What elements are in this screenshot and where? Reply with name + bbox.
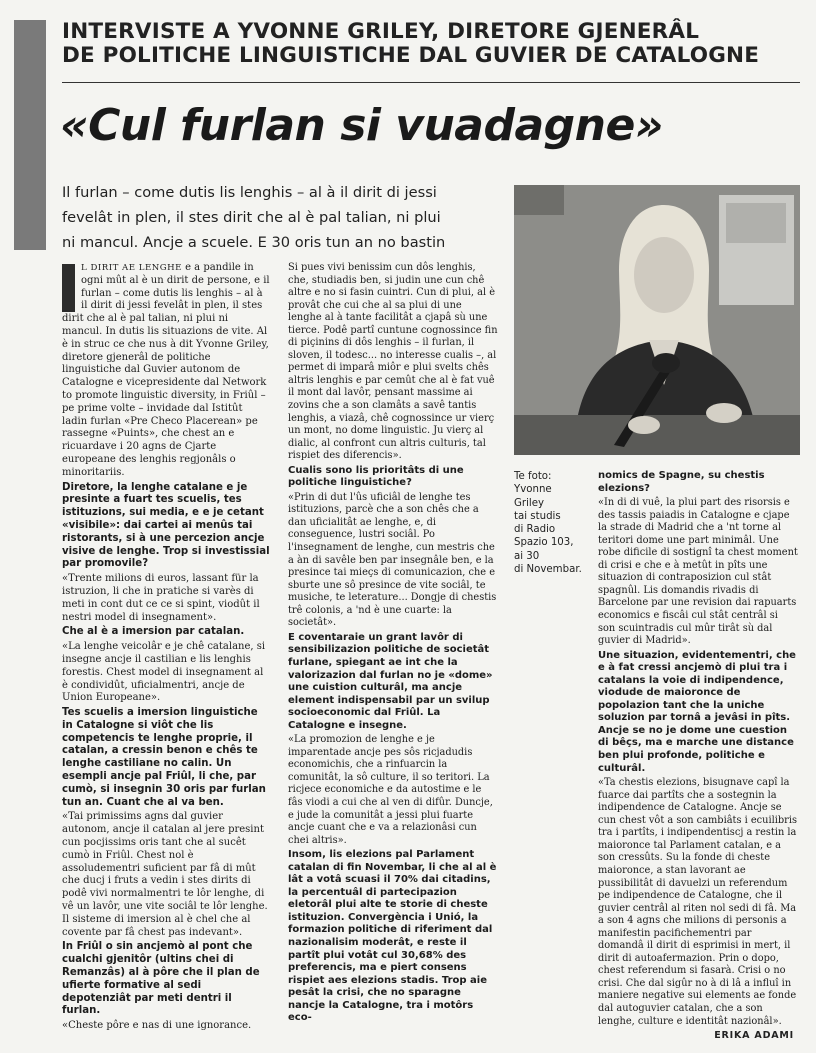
- answer: Si pues vivi benissim cun dôs lenghis, che, studiadis ben, si judin une cun chê altre e no si fasin cuintri. Cun di plui, al è provât che cui che al sa plui di une lenghe al à tante facilitât a cjapâ sù une tierce. Podê partî cuntune cognossince fin di piçinins di dôs lenghis – il furlan, il sloven, il todesc... no interesse cualis –, al permet di imparâ miôr e plui svelts chês altris lenghis e par cemût che al è fat vuê il mont dal lavôr, pensant massime ai zovins che a son clamâts a savê tantis lenghis, a viazâ, chê cognossince ur vierç un mont, no dome linguistic. Ju vierç al dialic, al confront cun altris culturis, tal rispiet des diferencis».: [288, 262, 498, 462]
- question: E coventaraie un grant lavôr di sensibilizazion politiche de societât furlane, spiegant ae int che la valorizazion dal furlan no je «dome» une cuistion culturâl, ma ancje element indispensabil par un svilup socioeconomic dal Friûl. La Catalogne e insegne.: [288, 631, 493, 731]
- question: In Friûl o sin ancjemò al pont che cualchi gjenitôr (ultins chei di Remanzâs) al à pôre che il plan de ufierte formative al sedi depotenziât par meti dentri il furlan.: [62, 941, 260, 1017]
- kicker-line-2: DE POLITICHE LINGUISTICHE DAL GUVIER DE CATALOGNE: [62, 43, 760, 68]
- caption-line: Yvonne: [514, 484, 552, 496]
- question: Diretore, la lenghe catalane e je presinte a fuart tes scuelis, tes istituzions, sui media, e e je cetant «visibile»: dai cartei ai menûs tai ristorants, si à une percezion ancje visive de lenghe. Trop si investissial par promovile?: [62, 481, 270, 570]
- answer: «Cheste pôre e nas di une ignorance.: [62, 1020, 252, 1032]
- question: Une situazion, evidentementri, che e à fat cressi ancjemò di plui tra i catalans la voie di indipendence, viodude de maioronce de popolazion tant che la uniche soluzion par tornâ a jevâsi in pîts. Ancje se no je dome une cuestion di bêçs, ma e marche une distance ben plui profonde, politiche e culturâl.: [598, 649, 796, 774]
- answer: «La promozion de lenghe e je imparentade ancje pes sôs ricjadudis economichis, che a rinfuarcin la comunitât, la sô culture, il so teritori. La ricjece economiche e da autostime e le fâs viodi a cui che al ven di difûr. Duncje, e jude la comunitât a jessi plui fuarte ancje cuant che e va a relazionâsi cun chei altris».: [288, 734, 493, 846]
- interview-photo: [514, 185, 800, 455]
- kicker: [62, 20, 802, 68]
- lead-line-2: fevelât in plen, il stes dirit che al è pal talian, ni plui: [62, 209, 441, 226]
- intro-text: e a pandile in ogni mût al è un dirit de persone, e il furlan – come dutis lis lenghis – al à il dirit di jessi fevelât in plen, il stes dirit che al è pal talian, ni plui ni mancul. In dutis lis situazions de vite. Al è in struc ce che nus à dit Yvonne Griley, diretore gjenerâl de politiche linguistiche dal Guvier autonom de Catalogne e vicepresidente dal Network to promote linguistic diversity, in Friûl – pe prime volte – invidade dal Istitût ladin furlan «Pre Checo Placerean» pe rassegne «Puints», che chest an e ricuardave i 20 agns de Cjarte europeane des lenghis regjonâls o minoritariis.: [62, 262, 270, 478]
- answer: «La lenghe veicolâr e je chê catalane, si insegne ancje il castilian e lis lenghis forestis. Chest model di insegnament al è condividût, uficialmentri, ancje de Union Europeane».: [62, 641, 266, 704]
- question: Che al è a imersion par catalan.: [62, 626, 245, 638]
- answer: «In di di vuê, la plui part des risorsis e des tassis paiadis in Catalogne e cjape la strade di Madrid che a 'nt torne al teritori dome une part minimâl. Une robe dificile di sostignî ta chest moment di crisi e che e à metût in pîts une situazion di contraposizion cul stât spagnûl. Lis domandis rivadis di Barcelone par une revision dai rapuarts economics e fiscâi cul stât centrâl si son scuintradis cul mûr tirât sù dal guvier di Madrid».: [598, 497, 798, 647]
- caption-line: di Radio: [514, 524, 556, 536]
- lead-paragraph: [62, 180, 502, 255]
- kicker-line-1: INTERVISTE A YVONNE GRILEY, DIRETORE GJENERÂL: [62, 19, 700, 44]
- caption-line: ai 30: [514, 550, 540, 562]
- caption-line: di Novembar.: [514, 564, 582, 576]
- intro-smallcaps: L DIRIT AE LENGHE: [81, 263, 182, 273]
- article-column-3: [598, 470, 798, 1030]
- lead-line-1: Il furlan – come dutis lis lenghis – al à il dirit di jessi: [62, 184, 437, 201]
- question: nomics de Spagne, su chestis elezions?: [598, 470, 765, 494]
- photo-illustration: [514, 185, 800, 455]
- caption-line: tai studis: [514, 510, 561, 522]
- answer: «Ta chestis elezions, bisugnave capî la fuarce dai partîts che a sostegnin la indipendence de Catalogne. Ancje se cun chest vôt a son cambiâts i ecuilibris tra i partîts, i indipendentiscj a restin la maioronce tal Parlament catalan, e a son cressûts. Su la fonde di cheste maioronce, a stan lavorant ae pussibilitât di davuelzi un referendum pe indipendence de Catalogne, che il guvier centrâl al riten nol sedi di fâ. Ma a son 4 agns che milions di personis a manifestin pacifichementri par domandâ il dirit di esprimisi in mert, il dirit di autoafermazion. Prin o dopo, chest referendum si fasarà. Crisi o no crisi. Che dal sigûr no à di lâ a influî in maniere negative sui elements ae fonde dal autoguvier catalan, che a son lenghe, culture e identitât nazionâl».: [598, 777, 797, 1027]
- header-rule: [62, 82, 800, 83]
- photo-caption: [514, 470, 594, 576]
- article-column-1: [62, 262, 270, 1035]
- headline: «Cul furlan si vuadagne»: [60, 100, 663, 151]
- caption-line: Te foto:: [514, 471, 552, 482]
- question: Tes scuelis a imersion linguistiche in Catalogne si viôt che lis competencis te lenghe proprie, il catalan, a cressin benon e chês te lenghe castiliane no calin. Un esempli ancje pal Friûl, li che, par cumò, si insegnin 30 oris par furlan tun an. Cuant che al va ben.: [62, 707, 266, 808]
- answer: «Trente milions di euros, lassant für la istruzion, li che in pratiche si varès di meti in cont dut ce ce si spint, viodût il nestri model di insegnament».: [62, 573, 260, 623]
- answer: «Tai primissims agns dal guvier autonom, ancje il catalan al jere presint cun pocjissims oris tant che al sucêt cumò in Friûl. Chest nol è assoludementri suficient par fâ di mût che ducj i fruts a vedin i stes dirits di podê vivi normalmentri te lôr lenghe, di vê un lavôr, une vite sociâl te lôr lenghe. Il sisteme di imersion al è chel che al covente par fâ chest pas indevant».: [62, 811, 268, 938]
- lead-line-3: ni mancul. Ancje a scuele. E 30 oris tun an no bastin: [62, 234, 446, 251]
- article-column-2: [288, 262, 498, 1027]
- author-byline: ERIKA ADAMI: [714, 1030, 794, 1041]
- caption-line: Spazio 103,: [514, 537, 574, 549]
- question: Insom, lis elezions pal Parlament catalan di fin Novembar, li che al al è lât a votâ scuasi il 70% dai citadins, la percentuâl di partecipazion eletorâl plui alte te storie di cheste istituzion. Convergència i Unió, la formazion politiche di riferiment dal nazionalisim moderât, e reste il partît plui votât cul 30,68% des preferencis, ma e piert consens rispiet aes elezions stadis. Trop aie pesât la crisi, che no sparagne nancje la Catalogne, tra i motôrs eco-: [288, 849, 497, 1024]
- drop-cap: [62, 264, 75, 312]
- decorative-side-stripe: [14, 20, 46, 250]
- caption-line: Griley: [514, 497, 545, 509]
- question: Cualis sono lis prioritâts di une politiche linguistiche?: [288, 464, 464, 489]
- answer: «Prin di dut l'ûs uficiâl de lenghe tes istituzions, parcè che a son chês che a dan uficialitât ae lenghe, e, di conseguence, lustri sociâl. Po l'insegnament de lenghe, cun mestris che a àn di savêle ben par insegnâle ben, e la presince tai mieçs di comunicazion, che e sburte une sô presince de vite sociâl, te musiche, te leterature... Dongje di chestis trê colonis, a 'nd è une cuarte: la societât».: [288, 491, 497, 629]
- intro-paragraph: [62, 262, 270, 480]
